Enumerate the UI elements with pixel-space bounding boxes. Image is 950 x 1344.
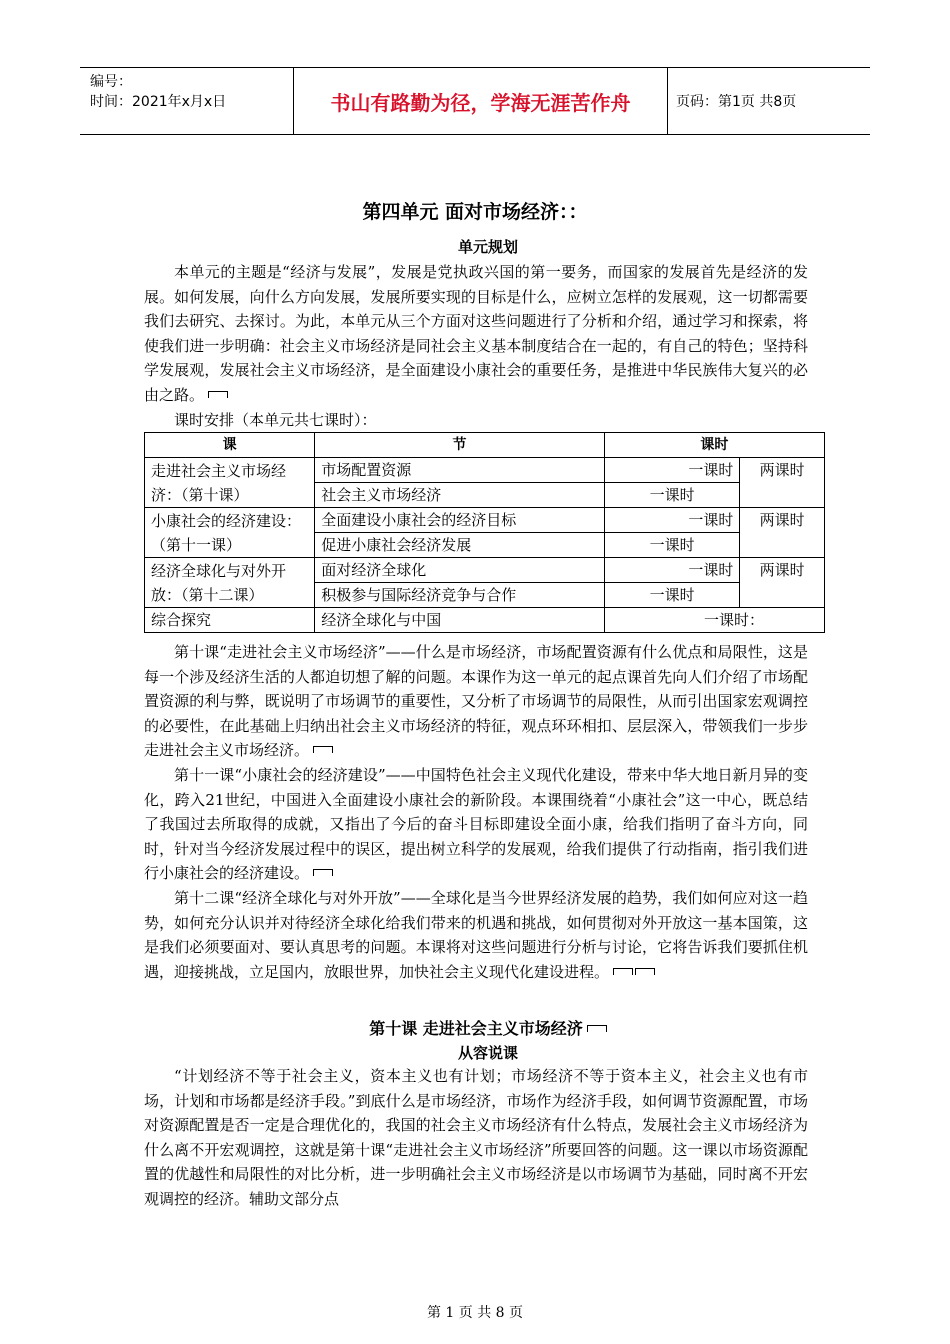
section-cell: 社会主义市场经济 xyxy=(315,483,605,508)
lesson-cell: 小康社会的经济建设：（第十一课） xyxy=(145,508,315,558)
table-row xyxy=(145,558,825,583)
lesson12-intro-text: 第十二课“经济全球化与对外开放”——全球化是当今世界经济发展的趋势，我们如何应对这一趋势，如何充分认识并对待经济全球化给我们带来的机遇和挑战，如何贯彻对外开放这一基本国策，这是我们必须要面对、要认真思考的问题。本课将对这些问题进行分析与讨论，它将告诉我们要抓住机遇，迎接挑战，立足国内，放眼世界，加快社会主义现代化建设进程。 xyxy=(144,889,808,981)
lesson-cell: 走进社会主义市场经济：（第十课） xyxy=(145,458,315,508)
hours-cell: 一课时 xyxy=(604,508,740,533)
header-meta xyxy=(80,68,294,134)
section-cell: 面对经济全球化 xyxy=(315,558,605,583)
page-footer: 第 1 页 共 8 页 xyxy=(426,1305,524,1321)
section-cell: 促进小康社会经济发展 xyxy=(315,533,605,558)
table-row xyxy=(145,508,825,533)
edit-mark-icon xyxy=(313,746,333,753)
hours-cell: 一课时 xyxy=(604,533,740,558)
lesson10-intro-text: 第十课“走进社会主义市场经济”——什么是市场经济，市场配置资源有什么优点和局限性，这是每一个涉及经济生活的人都迫切想了解的问题。本课作为这一单元的起点课首先向人们介绍了市场配置资源的利与弊，既说明了市场调节的重要性，又分析了市场调节的局限性，从而引出国家宏观调控的必要性，在此基础上归纳出社会主义市场经济的特征，观点环环相扣、层层深入，带领我们一步步走进社会主义市场经济。 xyxy=(144,643,808,760)
hours-cell: 一课时 xyxy=(604,458,740,483)
edit-mark-icon xyxy=(313,869,333,876)
edit-mark-icon xyxy=(208,391,228,398)
total-hours-cell: 两课时 xyxy=(740,508,825,558)
hours-cell: 一课时： xyxy=(604,608,824,633)
schedule-label xyxy=(144,408,808,433)
lesson11-intro-text: 第十一课“小康社会的经济建设”——中国特色社会主义现代化建设，带来中华大地日新月异的变化，跨入21世纪，中国进入全面建设小康社会的新阶段。本课围绕着“小康社会”这一中心，既总结了我国过去所取得的成就，又指出了今后的奋斗目标即建设全面小康，给我们指明了奋斗方向，同时，针对当今经济发展过程中的误区，提出树立科学的发展观，给我们提供了行动指南，指引我们进行小康社会的经济建设。 xyxy=(144,766,808,883)
unit-plan-heading: 单元规划 xyxy=(457,238,518,256)
hours-cell: 一课时 xyxy=(604,583,740,608)
edit-mark-icon xyxy=(613,968,633,975)
lesson10-title xyxy=(0,1016,950,1039)
edit-mark-icon xyxy=(635,968,655,975)
lesson11-intro-paragraph xyxy=(144,763,808,886)
total-hours-cell: 两课时 xyxy=(740,458,825,508)
section-cell: 经济全球化与中国 xyxy=(315,608,605,633)
unit-intro-text: 本单元的主题是“经济与发展”，发展是党执政兴国的第一要务，而国家的发展首先是经济的发展。如何发展，向什么方向发展，发展所要实现的目标是什么，应树立怎样的发展观，这一切都需要我们去研究、去探讨。为此，本单元从三个方面对这些问题进行了分析和介绍，通过学习和探索，将使我们进一步明确：社会主义市场经济是同社会主义基本制度结合在一起的，有自己的特色；坚持科学发展观，发展社会主义市场经济，是全面建设小康社会的重要任务，是推进中华民族伟大复兴的必由之路。 xyxy=(144,263,808,404)
lesson-schedule-table xyxy=(144,432,825,633)
number-label: 编号： xyxy=(90,74,132,90)
header-cell-lesson: 课 xyxy=(145,433,315,458)
hours-cell: 一课时 xyxy=(604,483,740,508)
unit-intro-paragraph xyxy=(144,260,808,408)
hours-cell: 一课时 xyxy=(604,558,740,583)
header-motto: 书山有路勤为径，学海无涯苦作舟 xyxy=(294,68,668,134)
header-cell-section: 节 xyxy=(315,433,605,458)
header-page-info: 页码：第1页 共8页 xyxy=(676,94,797,110)
table-row xyxy=(145,608,825,633)
lesson12-intro-paragraph xyxy=(144,886,808,984)
edit-mark-icon xyxy=(587,1025,607,1032)
section-cell: 积极参与国际经济竞争与合作 xyxy=(315,583,605,608)
unit-title: 第四单元 面对市场经济：： xyxy=(362,201,588,223)
header-cell-hours: 课时 xyxy=(604,433,824,458)
talk-paragraph xyxy=(144,1064,808,1212)
section-cell: 全面建设小康社会的经济目标 xyxy=(315,508,605,533)
table-row xyxy=(145,458,825,483)
total-hours-cell: 两课时 xyxy=(740,558,825,608)
schedule-label-text: 课时安排（本单元共七课时）： xyxy=(174,411,377,429)
talk-heading: 从容说课 xyxy=(457,1044,518,1062)
lesson-cell: 经济全球化与对外开放：（第十二课） xyxy=(145,558,315,608)
lesson-cell: 综合探究 xyxy=(145,608,315,633)
time-label: 时间：2021年x月x日 xyxy=(90,94,227,110)
talk-text: “计划经济不等于社会主义，资本主义也有计划；市场经济不等于资本主义，社会主义也有市场，计划和市场都是经济手段。”到底什么是市场经济，市场作为经济手段，如何调节资源配置，市场对资源配置是否一定是合理优化的，我国的社会主义市场经济有什么特点，发展社会主义市场经济为什么离不开宏观调控，这就是第十课“走进社会主义市场经济”所要回答的问题。这一课以市场资源配置的优越性和局限性的对比分析，进一步明确社会主义市场经济是以市场调节为基础，同时离不开宏观调控的经济。辅助文部分点 xyxy=(144,1067,808,1208)
table-header-row xyxy=(145,433,825,458)
lesson10-intro-paragraph xyxy=(144,640,808,763)
section-cell: 市场配置资源 xyxy=(315,458,605,483)
page-header xyxy=(80,67,870,135)
lesson10-title-text: 第十课 走进社会主义市场经济 xyxy=(369,1019,583,1038)
